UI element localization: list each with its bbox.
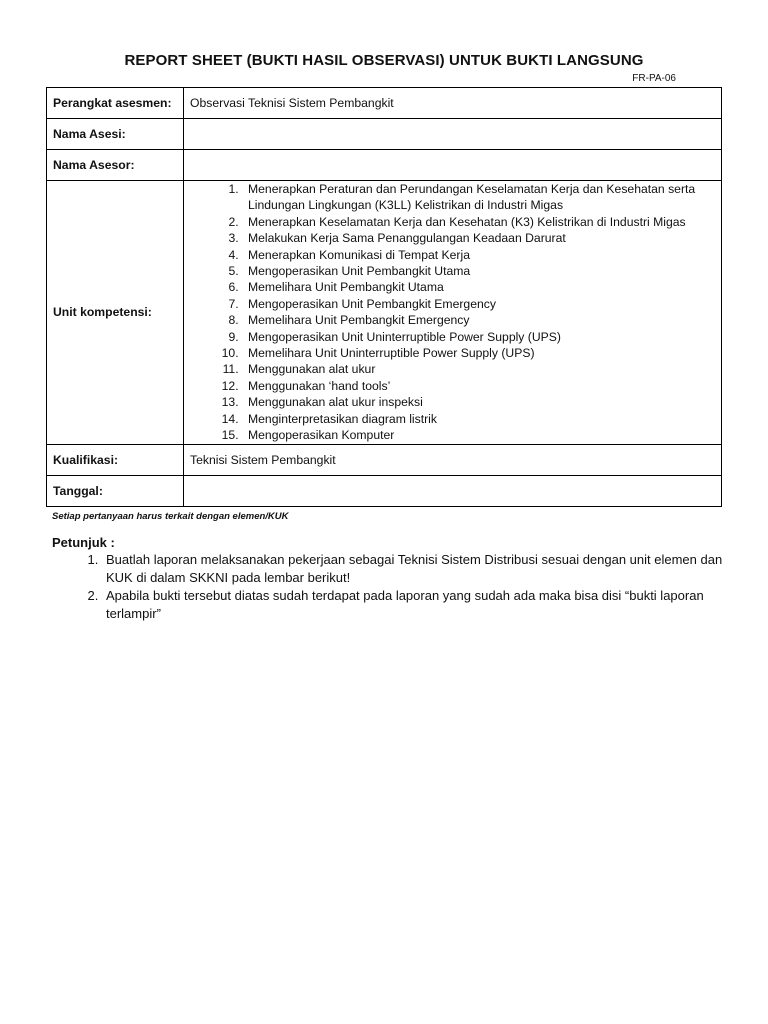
- unit-item: 9. Mengoperasikan Unit Uninterruptible Power Supply (UPS): [242, 329, 715, 345]
- unit-item: 1. Menerapkan Peraturan dan Perundangan Keselamatan Kerja dan Kesehatan serta Lindungan Lingkungan (K3LL) Kelistrikan di Industri Migas: [242, 181, 715, 214]
- unit-item: 5. Mengoperasikan Unit Pembangkit Utama: [242, 263, 715, 279]
- petunjuk-list: [52, 551, 742, 623]
- kualifikasi-value: Teknisi Sistem Pembangkit: [184, 444, 722, 475]
- perangkat-label: Perangkat asesmen:: [47, 88, 184, 119]
- row-unit-kompetensi: [47, 181, 722, 445]
- unit-item: 3. Melakukan Kerja Sama Penanggulangan Keadaan Darurat: [242, 230, 715, 246]
- row-tanggal: [47, 475, 722, 506]
- report-form-table: [46, 87, 722, 507]
- unit-item: 12. Menggunakan ‘hand tools’: [242, 378, 715, 394]
- nama-asesi-label: Nama Asesi:: [47, 119, 184, 150]
- unit-item: 15. Mengoperasikan Komputer: [242, 427, 715, 443]
- unit-item: 8. Memelihara Unit Pembangkit Emergency: [242, 312, 715, 328]
- petunjuk-heading: Petunjuk :: [52, 535, 115, 550]
- unit-kompetensi-cell: [184, 181, 722, 445]
- petunjuk-step: 2. Apabila bukti tersebut diatas sudah terdapat pada laporan yang sudah ada maka bisa disi “bukti laporan terlampir”: [102, 587, 742, 623]
- unit-item: 2. Menerapkan Keselamatan Kerja dan Kesehatan (K3) Kelistrikan di Industri Migas: [242, 214, 715, 230]
- perangkat-value: Observasi Teknisi Sistem Pembangkit: [184, 88, 722, 119]
- row-kualifikasi: [47, 444, 722, 475]
- unit-kompetensi-label: Unit kompetensi:: [47, 181, 184, 445]
- unit-list: [190, 181, 715, 444]
- form-code: FR-PA-06: [632, 73, 676, 84]
- unit-item: 11. Menggunakan alat ukur: [242, 361, 715, 377]
- row-nama-asesi: [47, 119, 722, 150]
- nama-asesor-label: Nama Asesor:: [47, 150, 184, 181]
- footnote: Setiap pertanyaan harus terkait dengan elemen/KUK: [52, 511, 289, 522]
- kualifikasi-label: Kualifikasi:: [47, 444, 184, 475]
- petunjuk-step: 1. Buatlah laporan melaksanakan pekerjaan sebagai Teknisi Sistem Distribusi sesuai dengan unit elemen dan KUK di dalam SKKNI pada lembar berikut!: [102, 551, 742, 587]
- unit-item: 6. Memelihara Unit Pembangkit Utama: [242, 279, 715, 295]
- row-perangkat: [47, 88, 722, 119]
- nama-asesor-field[interactable]: [184, 150, 722, 181]
- unit-item: 4. Menerapkan Komunikasi di Tempat Kerja: [242, 247, 715, 263]
- unit-item: 7. Mengoperasikan Unit Pembangkit Emergency: [242, 296, 715, 312]
- unit-item: 10. Memelihara Unit Uninterruptible Power Supply (UPS): [242, 345, 715, 361]
- tanggal-field[interactable]: [184, 475, 722, 506]
- unit-item: 13. Menggunakan alat ukur inspeksi: [242, 394, 715, 410]
- tanggal-label: Tanggal:: [47, 475, 184, 506]
- nama-asesi-field[interactable]: [184, 119, 722, 150]
- row-nama-asesor: [47, 150, 722, 181]
- document-title: REPORT SHEET (BUKTI HASIL OBSERVASI) UNTUK BUKTI LANGSUNG: [124, 52, 644, 69]
- unit-item: 14. Menginterpretasikan diagram listrik: [242, 411, 715, 427]
